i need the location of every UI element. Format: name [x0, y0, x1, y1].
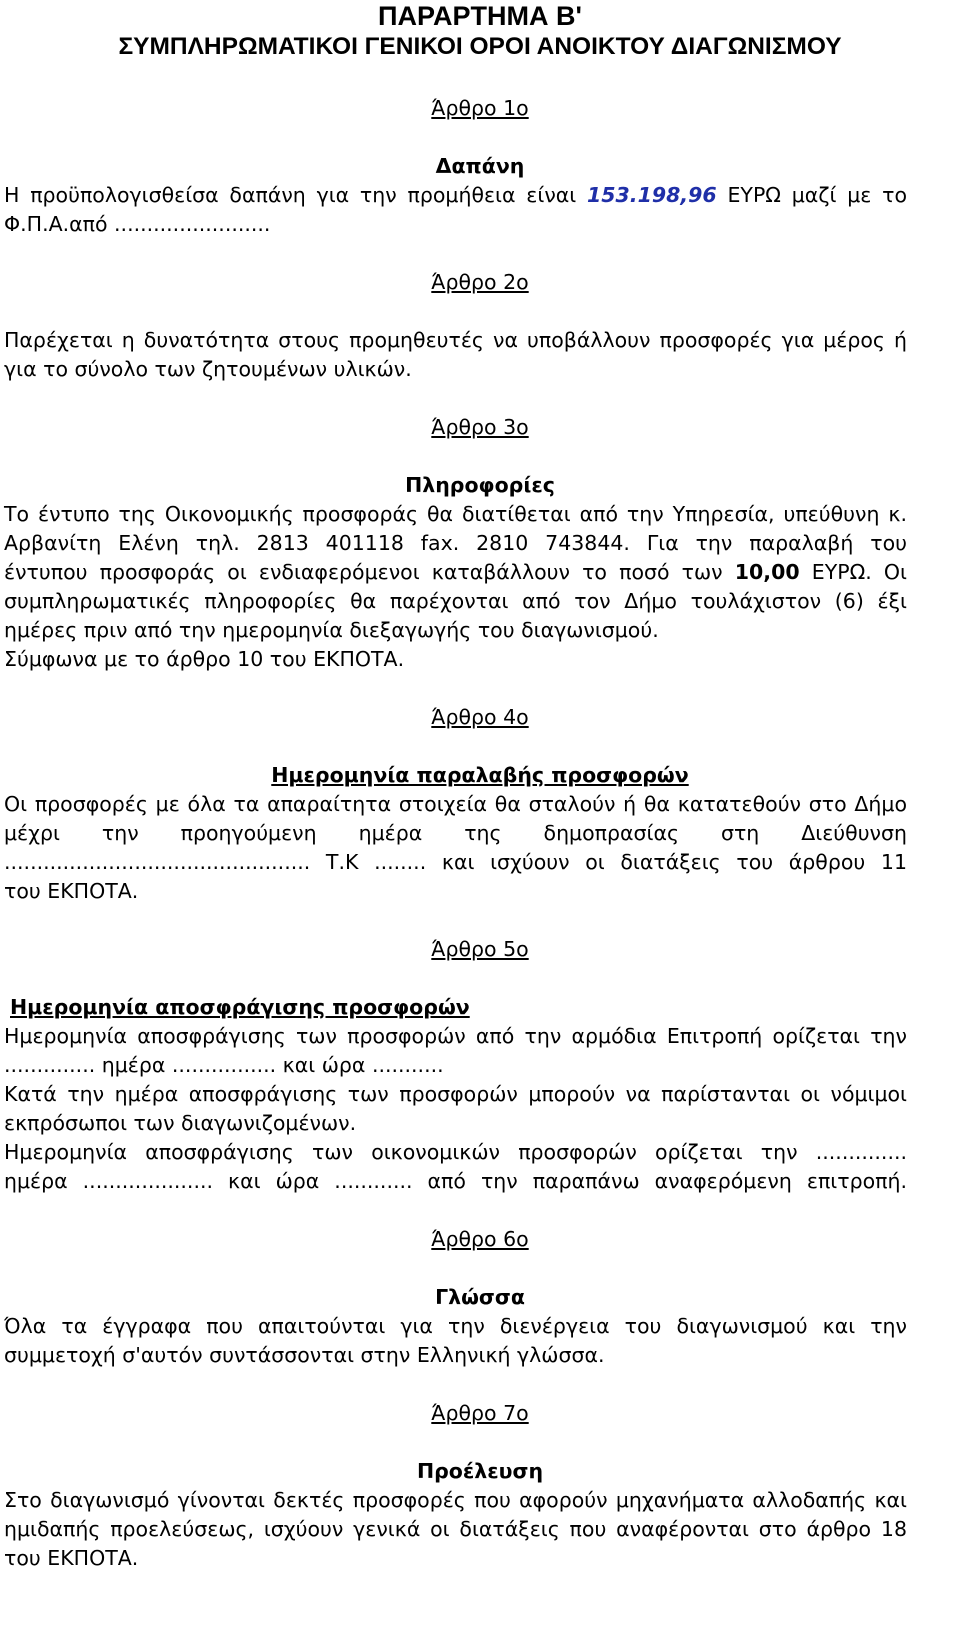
article-3-line-5: ημέρες πριν από την ημερομηνία διεξαγωγής του διαγωνισμού. — [4, 618, 659, 642]
article-4-line-1: Οι προσφορές με όλα τα απαραίτητα στοιχεία θα σταλούν ή θα κατατεθούν στο Δήμο — [4, 792, 907, 816]
article-5-line-1: Ημερομηνία αποσφράγισης των προσφορών από την αρμόδια Επιτροπή ορίζεται την — [4, 1024, 907, 1048]
article-5-heading: Ημερομηνία αποσφράγισης προσφορών — [10, 995, 470, 1019]
article-1-line-1: Η προϋπολογισθείσα δαπάνη για την προμήθεια είναι 153.198,96 ΕΥΡΩ μαζί με το — [4, 183, 907, 207]
article-1-line-2: Φ.Π.Α.από ........................ — [4, 212, 271, 236]
article-5-line-6: ημέρα .................... και ώρα ............ από την παραπάνω αναφερόμενη επιτροπή. — [4, 1169, 907, 1193]
article-3-line-1: Το έντυπο της Οικονομικής προσφοράς θα διατίθεται από την Υπηρεσία, υπεύθυνη κ. — [4, 502, 907, 526]
article-6-line-1: Όλα τα έγγραφα που απαιτούνται για την διενέργεια του διαγωνισμού και την — [4, 1314, 907, 1338]
article-3-heading: Πληροφορίες — [405, 473, 555, 497]
budget-amount: 153.198,96 — [587, 183, 717, 207]
article-6-label: Άρθρο 6ο — [431, 1227, 529, 1251]
article-3-line-4: συμπληρωματικές πληροφορίες θα παρέχονται από τον Δήμο τουλάχιστον (6) έξι — [4, 589, 907, 613]
article-6-heading: Γλώσσα — [435, 1285, 525, 1309]
article-5-line-5: Ημερομηνία αποσφράγισης των οικονομικών προσφορών ορίζεται την .............. — [4, 1140, 907, 1164]
appendix-subtitle: ΣΥΜΠΛΗΡΩΜΑΤΙΚΟΙ ΓΕΝΙΚΟΙ ΟΡΟΙ ΑΝΟΙΚΤΟΥ ΔΙΑΓΩΝΙΣΜΟΥ — [118, 33, 842, 60]
article-1-label: Άρθρο 1ο — [431, 96, 529, 120]
article-5-label: Άρθρο 5ο — [431, 937, 529, 961]
article-3-label: Άρθρο 3ο — [431, 415, 529, 439]
fee-amount: 10,00 — [734, 560, 800, 584]
article-2-label: Άρθρο 2ο — [431, 270, 529, 294]
article-2-line-1: Παρέχεται η δυνατότητα στους προμηθευτές να υποβάλλουν προσφορές για μέρος ή — [4, 328, 907, 352]
article-4-line-4: του ΕΚΠΟΤΑ. — [4, 879, 139, 903]
article-7-line-1: Στο διαγωνισμό γίνονται δεκτές προσφορές που αφορούν μηχανήματα αλλοδαπής και — [4, 1488, 907, 1512]
article-7-label: Άρθρο 7ο — [431, 1401, 529, 1425]
article-7-line-2: ημιδαπής προελεύσεως, ισχύουν γενικά οι διατάξεις που αναφέρονται στο άρθρο 18 — [4, 1517, 907, 1541]
article-1-heading: Δαπάνη — [435, 154, 525, 178]
article-5-line-3: Κατά την ημέρα αποσφράγισης των προσφορών μπορούν να παρίστανται οι νόμιμοι — [4, 1082, 907, 1106]
article-3-line-3: έντυπου προσφοράς οι ενδιαφερόμενοι καταβάλλουν το ποσό των 10,00 ΕΥΡΩ. Οι — [4, 560, 907, 584]
article-7-line-3: του ΕΚΠΟΤΑ. — [4, 1546, 139, 1570]
article-3-line-6: Σύμφωνα με το άρθρο 10 του ΕΚΠΟΤΑ. — [4, 647, 405, 671]
appendix-title: ΠΑΡΑΡΤΗΜΑ Β' — [378, 1, 582, 31]
article-4-heading: Ημερομηνία παραλαβής προσφορών — [271, 763, 689, 787]
article-6-line-2: συμμετοχή σ'αυτόν συντάσσονται στην Ελληνική γλώσσα. — [4, 1343, 605, 1367]
article-5-line-4: εκπρόσωποι των διαγωνιζομένων. — [4, 1111, 357, 1135]
article-3-line-2: Αρβανίτη Ελένη τηλ. 2813 401118 fax. 2810 743844. Για την παραλαβή του — [4, 531, 907, 555]
article-5-line-2: .............. ημέρα ................ και ώρα ........... — [4, 1053, 444, 1077]
article-2-line-2: για το σύνολο των ζητουμένων υλικών. — [4, 357, 412, 381]
article-4-label: Άρθρο 4ο — [431, 705, 529, 729]
article-4-line-3: ............................................... Τ.Κ ........ και ισχύουν οι διατάξεις του άρθρου 11 — [4, 850, 907, 874]
article-4-line-2: μέχρι την προηγούμενη ημέρα της δημοπρασίας στη Διεύθυνση — [4, 821, 907, 845]
article-7-heading: Προέλευση — [416, 1459, 544, 1483]
